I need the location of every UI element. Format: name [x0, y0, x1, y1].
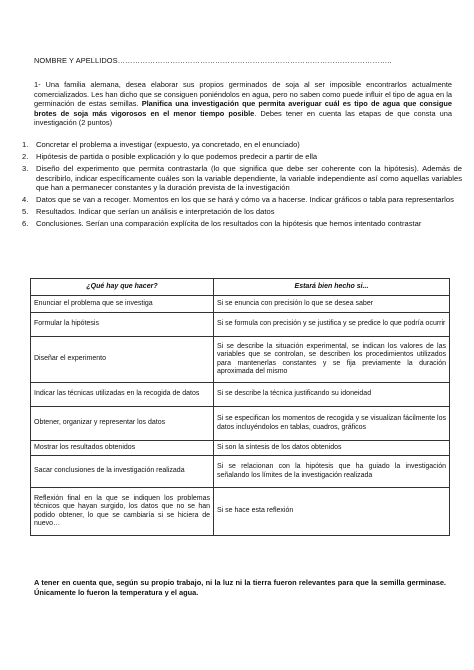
step-number: 1. [22, 140, 29, 149]
list-item [22, 140, 462, 150]
criterion-cell: Si se hace esta reflexión [214, 488, 450, 536]
list-item [22, 152, 462, 162]
step-number: 3. [22, 163, 29, 173]
list-item [22, 219, 462, 229]
step-text: Datos que se van a recoger. Momentos en los que se hará y cómo va a hacerse. Indicar gráficos o tabla para representarlos [36, 195, 454, 205]
table-row [31, 407, 450, 441]
criterion-cell: Si se describe la técnica justificando su idoneidad [214, 383, 450, 407]
problem-task-bold: Planifica una investigación que permita averiguar cuál es tipo de agua que consigue brotes de soja más vigorosos en el menor tiempo posible [34, 99, 453, 118]
task-cell: Indicar las técnicas utilizadas en la recogida de datos [31, 383, 214, 407]
criterion-cell: Si se especifican los momentos de recogida y se visualizan fácilmente los datos incluyéndolos en tablas, cuadros, gráficos [214, 407, 450, 441]
criterion-cell: Si se describe la situación experimental, se indican los valores de las variables que se controlan, se describen los procedimientos utilizados para mantenerlas constantes y se fija previamente la duración aproximada del mismo [214, 337, 450, 383]
table-row [31, 296, 450, 313]
name-field-line: NOMBRE Y APELLIDOS……………………………………………………………………………………………….. [34, 56, 392, 65]
list-item [22, 195, 462, 205]
rubric-table [30, 278, 450, 536]
list-item [22, 164, 462, 193]
list-item [22, 207, 462, 217]
step-number: 4. [22, 195, 29, 205]
table-row [31, 313, 450, 337]
criterion-cell: Si se relacionan con la hipótesis que ha guiado la investigación señalando los límites de la investigación realizada [214, 456, 450, 488]
table-row [31, 456, 450, 488]
table-header-row [31, 279, 450, 296]
problem-text: 1- Una familia alemana, desea elaborar sus propios germinados de soja al ser imposible encontrarlos actualmente comercializados. Les han dicho que se consiguen poniéndolos en agua, pero no saben como puede influir el tipo de agua en la germinación de estas semillas. [34, 80, 452, 109]
step-number: 2. [22, 151, 29, 161]
step-number: 6. [22, 219, 29, 229]
column-header-task: ¿Qué hay que hacer? [31, 279, 214, 296]
criterion-cell: Si se enuncia con precisión lo que se desea saber [214, 296, 450, 313]
task-cell: Enunciar el problema que se investiga [31, 296, 214, 313]
task-cell: Reflexión final en la que se indiquen los problemas técnicos que hayan surgido, los datos que no se han podido obtener, lo que se cambiaría si se hiciera de nuevo… [31, 488, 214, 536]
problem-points-text: . Debes tener en cuenta las etapas de que consta una investigación (2 puntos) [34, 108, 452, 128]
table-row [31, 441, 450, 456]
task-cell: Sacar conclusiones de la investigación realizada [31, 456, 214, 488]
step-text: Concretar el problema a investigar (expuesto, ya concretado, en el enunciado) [36, 140, 300, 149]
problem-statement [34, 80, 452, 128]
task-cell: Obtener, organizar y representar los datos [31, 407, 214, 441]
step-number: 5. [22, 207, 29, 217]
footer-note: A tener en cuenta que, según su propio trabajo, ni la luz ni la tierra fueron relevantes para que la semilla germinase. Únicamente lo fueron la temperatura y el agua. [34, 578, 446, 597]
task-cell: Mostrar los resultados obtenidos [31, 441, 214, 456]
step-text: Resultados. Indicar que serían un análisis e interpretación de los datos [36, 207, 275, 217]
table-row [31, 488, 450, 536]
table-row [31, 337, 450, 383]
step-text: Hipótesis de partida o posible explicación y lo que podemos predecir a partir de ella [36, 151, 318, 161]
investigation-steps-list [22, 140, 462, 231]
criterion-cell: Si son la síntesis de los datos obtenidos [214, 441, 450, 456]
step-text: Diseño del experimento que permita contrastarla (lo que significa que debe ser coherente con la hipótesis). Además de describirlo, indicar específicamente cuáles son la variable dependiente, la variable independiente así como aquellas variables que han a permanecer constantes y la duración prevista de la investigación [36, 163, 462, 193]
task-cell: Diseñar el experimento [31, 337, 214, 383]
step-text: Conclusiones. Serían una comparación explícita de los resultados con la hipótesis que hemos intentado contrastar [36, 219, 422, 229]
column-header-criterion: Estará bien hecho si... [214, 279, 450, 296]
task-cell: Formular la hipótesis [31, 313, 214, 337]
criterion-cell: Si se formula con precisión y se justifica y se predice lo que podría ocurrir [214, 313, 450, 337]
table-row [31, 383, 450, 407]
